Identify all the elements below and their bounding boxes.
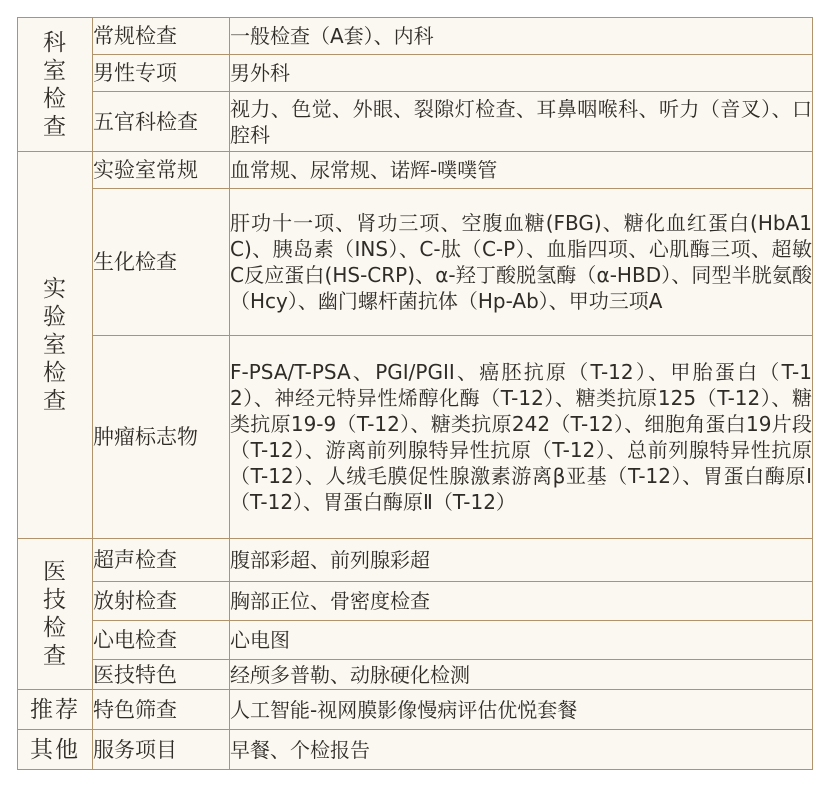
table-row — [18, 92, 813, 152]
group-label-medical-tech — [18, 539, 93, 690]
exam-items-table — [17, 17, 813, 770]
table-row — [18, 152, 813, 189]
table-row — [18, 582, 813, 621]
table-row — [18, 730, 813, 770]
item-description: 血常规、尿常规、诺辉-噗噗管 — [230, 152, 813, 189]
item-description: 经颅多普勒、动脉硬化检测 — [230, 660, 813, 690]
item-description: F-PSA/T-PSA、PGI/PGII、癌胚抗原（T-12）、甲胎蛋白（T-12）、神经元特异性烯醇化酶（T-12）、糖类抗原125（T-12）、糖类抗原19-9（T-12）、糖类抗原242（T-12）、细胞角蛋白19片段（T-12）、游离前列腺特异性抗原（T-12）、总前列腺特异性抗原（T-12）、人绒毛膜促性腺激素游离β亚基（T-12）、胃蛋白酶原Ⅰ（T-12）、胃蛋白酶原Ⅱ（T-12） — [230, 336, 813, 539]
subcategory-label: 常规检查 — [93, 18, 230, 55]
group-text: 医技检查 — [42, 559, 67, 669]
item-description: 一般检查（A套）、内科 — [230, 18, 813, 55]
group-text: 推荐 — [30, 696, 80, 723]
subcategory-label: 特色筛查 — [93, 690, 230, 730]
table-row — [18, 660, 813, 690]
subcategory-label: 实验室常规 — [93, 152, 230, 189]
subcategory-label: 生化检查 — [93, 189, 230, 336]
group-label-laboratory — [18, 152, 93, 539]
item-description: 肝功十一项、肾功三项、空腹血糖(FBG)、糖化血红蛋白(HbA1C)、胰岛素（INS）、C-肽（C-P）、血脂四项、心肌酶三项、超敏C反应蛋白(HS-CRP)、α-羟丁酸脱氢酶（α-HBD）、同型半胱氨酸（Hcy）、幽门螺杆菌抗体（Hp-Ab）、甲功三项A — [230, 189, 813, 336]
subcategory-label: 男性专项 — [93, 55, 230, 92]
subcategory-label: 心电检查 — [93, 621, 230, 660]
item-description: 胸部正位、骨密度检查 — [230, 582, 813, 621]
item-description: 早餐、个检报告 — [230, 730, 813, 770]
table-row — [18, 539, 813, 582]
subcategory-label: 五官科检查 — [93, 92, 230, 152]
item-description: 人工智能-视网膜影像慢病评估优悦套餐 — [230, 690, 813, 730]
group-label-recommended — [18, 690, 93, 730]
table-row — [18, 690, 813, 730]
group-label-department — [18, 18, 93, 152]
table-row — [18, 18, 813, 55]
subcategory-label: 放射检查 — [93, 582, 230, 621]
group-label-other — [18, 730, 93, 770]
item-description: 心电图 — [230, 621, 813, 660]
group-text: 实验室检查 — [42, 276, 67, 414]
group-text: 其他 — [30, 736, 80, 763]
table-row — [18, 189, 813, 336]
item-description: 男外科 — [230, 55, 813, 92]
subcategory-label: 服务项目 — [93, 730, 230, 770]
subcategory-label: 超声检查 — [93, 539, 230, 582]
table-row — [18, 621, 813, 660]
subcategory-label: 肿瘤标志物 — [93, 336, 230, 539]
subcategory-label: 医技特色 — [93, 660, 230, 690]
table-row — [18, 55, 813, 92]
group-text: 科室检查 — [42, 29, 67, 140]
table-row — [18, 336, 813, 539]
item-description: 视力、色觉、外眼、裂隙灯检查、耳鼻咽喉科、听力（音叉）、口腔科 — [230, 92, 813, 152]
item-description: 腹部彩超、前列腺彩超 — [230, 539, 813, 582]
